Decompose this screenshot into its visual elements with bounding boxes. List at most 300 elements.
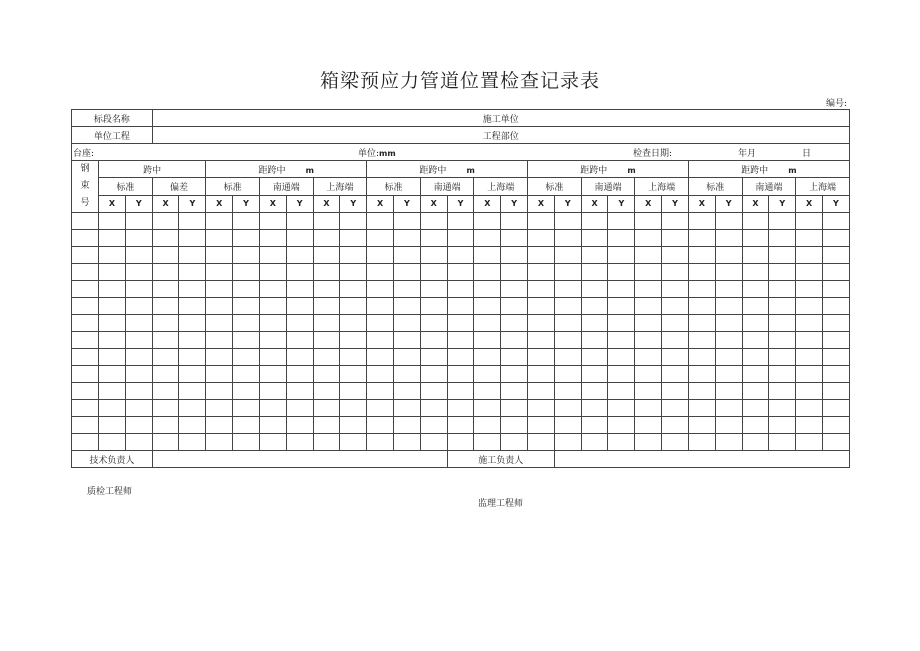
measurement-cell[interactable] — [501, 281, 528, 298]
measurement-cell[interactable] — [447, 349, 474, 366]
measurement-cell[interactable] — [340, 400, 367, 417]
measurement-cell[interactable] — [340, 417, 367, 434]
measurement-cell[interactable] — [796, 332, 823, 349]
measurement-cell[interactable] — [474, 332, 501, 349]
measurement-cell[interactable] — [125, 213, 152, 230]
measurement-cell[interactable] — [99, 417, 126, 434]
measurement-cell[interactable] — [447, 281, 474, 298]
measurement-cell[interactable] — [742, 315, 769, 332]
measurement-cell[interactable] — [99, 383, 126, 400]
measurement-cell[interactable] — [152, 332, 179, 349]
measurement-cell[interactable] — [259, 230, 286, 247]
measurement-cell[interactable] — [581, 264, 608, 281]
measurement-cell[interactable] — [99, 281, 126, 298]
measurement-cell[interactable] — [125, 366, 152, 383]
measurement-cell[interactable] — [313, 281, 340, 298]
measurement-cell[interactable] — [99, 298, 126, 315]
measurement-cell[interactable] — [501, 383, 528, 400]
measurement-cell[interactable] — [313, 247, 340, 264]
measurement-cell[interactable] — [206, 298, 233, 315]
measurement-cell[interactable] — [179, 230, 206, 247]
measurement-cell[interactable] — [286, 230, 313, 247]
tech-lead-signature-field[interactable] — [152, 451, 447, 468]
measurement-cell[interactable] — [152, 366, 179, 383]
measurement-cell[interactable] — [742, 281, 769, 298]
measurement-cell[interactable] — [393, 264, 420, 281]
measurement-cell[interactable] — [528, 230, 555, 247]
measurement-cell[interactable] — [393, 230, 420, 247]
measurement-cell[interactable] — [715, 264, 742, 281]
measurement-cell[interactable] — [742, 400, 769, 417]
measurement-cell[interactable] — [393, 400, 420, 417]
measurement-cell[interactable] — [152, 383, 179, 400]
measurement-cell[interactable] — [99, 349, 126, 366]
tendon-number-cell[interactable] — [72, 281, 99, 298]
measurement-cell[interactable] — [715, 281, 742, 298]
measurement-cell[interactable] — [367, 349, 394, 366]
measurement-cell[interactable] — [125, 383, 152, 400]
measurement-cell[interactable] — [206, 315, 233, 332]
measurement-cell[interactable] — [259, 349, 286, 366]
measurement-cell[interactable] — [125, 417, 152, 434]
measurement-cell[interactable] — [206, 383, 233, 400]
measurement-cell[interactable] — [286, 349, 313, 366]
measurement-cell[interactable] — [501, 349, 528, 366]
measurement-cell[interactable] — [769, 383, 796, 400]
measurement-cell[interactable] — [474, 298, 501, 315]
measurement-cell[interactable] — [474, 213, 501, 230]
measurement-cell[interactable] — [447, 298, 474, 315]
tendon-number-cell[interactable] — [72, 315, 99, 332]
measurement-cell[interactable] — [769, 332, 796, 349]
measurement-cell[interactable] — [742, 332, 769, 349]
measurement-cell[interactable] — [340, 298, 367, 315]
measurement-cell[interactable] — [152, 417, 179, 434]
measurement-cell[interactable] — [688, 298, 715, 315]
measurement-cell[interactable] — [206, 434, 233, 451]
measurement-cell[interactable] — [99, 230, 126, 247]
measurement-cell[interactable] — [286, 298, 313, 315]
measurement-cell[interactable] — [581, 281, 608, 298]
measurement-cell[interactable] — [286, 366, 313, 383]
measurement-cell[interactable] — [420, 366, 447, 383]
measurement-cell[interactable] — [688, 213, 715, 230]
measurement-cell[interactable] — [715, 332, 742, 349]
measurement-cell[interactable] — [635, 332, 662, 349]
measurement-cell[interactable] — [420, 400, 447, 417]
tendon-number-cell[interactable] — [72, 230, 99, 247]
measurement-cell[interactable] — [152, 400, 179, 417]
measurement-cell[interactable] — [822, 281, 849, 298]
measurement-cell[interactable] — [635, 434, 662, 451]
measurement-cell[interactable] — [474, 366, 501, 383]
measurement-cell[interactable] — [769, 366, 796, 383]
measurement-cell[interactable] — [259, 383, 286, 400]
measurement-cell[interactable] — [474, 315, 501, 332]
measurement-cell[interactable] — [635, 281, 662, 298]
measurement-cell[interactable] — [822, 213, 849, 230]
measurement-cell[interactable] — [796, 417, 823, 434]
measurement-cell[interactable] — [447, 366, 474, 383]
measurement-cell[interactable] — [528, 298, 555, 315]
measurement-cell[interactable] — [152, 247, 179, 264]
measurement-cell[interactable] — [635, 383, 662, 400]
measurement-cell[interactable] — [635, 315, 662, 332]
measurement-cell[interactable] — [501, 230, 528, 247]
measurement-cell[interactable] — [99, 213, 126, 230]
measurement-cell[interactable] — [447, 213, 474, 230]
measurement-cell[interactable] — [340, 366, 367, 383]
measurement-cell[interactable] — [125, 349, 152, 366]
measurement-cell[interactable] — [528, 417, 555, 434]
measurement-cell[interactable] — [608, 230, 635, 247]
measurement-cell[interactable] — [286, 383, 313, 400]
measurement-cell[interactable] — [99, 434, 126, 451]
measurement-cell[interactable] — [554, 247, 581, 264]
measurement-cell[interactable] — [179, 400, 206, 417]
measurement-cell[interactable] — [528, 264, 555, 281]
measurement-cell[interactable] — [688, 332, 715, 349]
measurement-cell[interactable] — [822, 366, 849, 383]
measurement-cell[interactable] — [796, 213, 823, 230]
tendon-number-cell[interactable] — [72, 332, 99, 349]
measurement-cell[interactable] — [286, 247, 313, 264]
measurement-cell[interactable] — [715, 230, 742, 247]
measurement-cell[interactable] — [179, 281, 206, 298]
measurement-cell[interactable] — [233, 213, 260, 230]
measurement-cell[interactable] — [796, 434, 823, 451]
measurement-cell[interactable] — [688, 281, 715, 298]
tendon-number-cell[interactable] — [72, 213, 99, 230]
measurement-cell[interactable] — [206, 332, 233, 349]
measurement-cell[interactable] — [393, 434, 420, 451]
measurement-cell[interactable] — [796, 366, 823, 383]
measurement-cell[interactable] — [447, 247, 474, 264]
measurement-cell[interactable] — [233, 230, 260, 247]
measurement-cell[interactable] — [367, 417, 394, 434]
measurement-cell[interactable] — [206, 281, 233, 298]
measurement-cell[interactable] — [393, 383, 420, 400]
measurement-cell[interactable] — [447, 400, 474, 417]
measurement-cell[interactable] — [796, 400, 823, 417]
measurement-cell[interactable] — [501, 315, 528, 332]
measurement-cell[interactable] — [528, 247, 555, 264]
measurement-cell[interactable] — [554, 332, 581, 349]
measurement-cell[interactable] — [152, 281, 179, 298]
measurement-cell[interactable] — [313, 434, 340, 451]
measurement-cell[interactable] — [554, 349, 581, 366]
measurement-cell[interactable] — [447, 315, 474, 332]
measurement-cell[interactable] — [367, 400, 394, 417]
measurement-cell[interactable] — [99, 247, 126, 264]
measurement-cell[interactable] — [608, 366, 635, 383]
measurement-cell[interactable] — [206, 247, 233, 264]
measurement-cell[interactable] — [635, 417, 662, 434]
measurement-cell[interactable] — [447, 383, 474, 400]
measurement-cell[interactable] — [206, 400, 233, 417]
measurement-cell[interactable] — [420, 298, 447, 315]
measurement-cell[interactable] — [608, 213, 635, 230]
measurement-cell[interactable] — [554, 366, 581, 383]
measurement-cell[interactable] — [152, 213, 179, 230]
measurement-cell[interactable] — [635, 264, 662, 281]
measurement-cell[interactable] — [501, 417, 528, 434]
measurement-cell[interactable] — [474, 349, 501, 366]
measurement-cell[interactable] — [233, 247, 260, 264]
measurement-cell[interactable] — [635, 400, 662, 417]
measurement-cell[interactable] — [822, 417, 849, 434]
measurement-cell[interactable] — [528, 383, 555, 400]
measurement-cell[interactable] — [662, 417, 689, 434]
measurement-cell[interactable] — [608, 417, 635, 434]
measurement-cell[interactable] — [179, 349, 206, 366]
measurement-cell[interactable] — [608, 281, 635, 298]
measurement-cell[interactable] — [420, 383, 447, 400]
measurement-cell[interactable] — [796, 315, 823, 332]
measurement-cell[interactable] — [393, 417, 420, 434]
measurement-cell[interactable] — [313, 366, 340, 383]
measurement-cell[interactable] — [554, 213, 581, 230]
measurement-cell[interactable] — [528, 366, 555, 383]
measurement-cell[interactable] — [474, 247, 501, 264]
measurement-cell[interactable] — [206, 349, 233, 366]
measurement-cell[interactable] — [581, 247, 608, 264]
measurement-cell[interactable] — [581, 434, 608, 451]
measurement-cell[interactable] — [688, 349, 715, 366]
measurement-cell[interactable] — [259, 298, 286, 315]
measurement-cell[interactable] — [474, 417, 501, 434]
measurement-cell[interactable] — [662, 281, 689, 298]
measurement-cell[interactable] — [393, 281, 420, 298]
measurement-cell[interactable] — [233, 417, 260, 434]
measurement-cell[interactable] — [420, 434, 447, 451]
measurement-cell[interactable] — [367, 213, 394, 230]
measurement-cell[interactable] — [179, 383, 206, 400]
measurement-cell[interactable] — [313, 349, 340, 366]
measurement-cell[interactable] — [313, 332, 340, 349]
measurement-cell[interactable] — [152, 230, 179, 247]
measurement-cell[interactable] — [715, 383, 742, 400]
measurement-cell[interactable] — [233, 383, 260, 400]
measurement-cell[interactable] — [662, 332, 689, 349]
measurement-cell[interactable] — [286, 434, 313, 451]
measurement-cell[interactable] — [233, 434, 260, 451]
measurement-cell[interactable] — [635, 230, 662, 247]
measurement-cell[interactable] — [769, 400, 796, 417]
measurement-cell[interactable] — [635, 298, 662, 315]
measurement-cell[interactable] — [420, 332, 447, 349]
measurement-cell[interactable] — [99, 332, 126, 349]
measurement-cell[interactable] — [420, 230, 447, 247]
measurement-cell[interactable] — [206, 417, 233, 434]
measurement-cell[interactable] — [581, 349, 608, 366]
measurement-cell[interactable] — [259, 264, 286, 281]
measurement-cell[interactable] — [152, 349, 179, 366]
measurement-cell[interactable] — [179, 434, 206, 451]
measurement-cell[interactable] — [581, 400, 608, 417]
measurement-cell[interactable] — [822, 230, 849, 247]
measurement-cell[interactable] — [715, 349, 742, 366]
measurement-cell[interactable] — [340, 434, 367, 451]
measurement-cell[interactable] — [420, 315, 447, 332]
measurement-cell[interactable] — [286, 315, 313, 332]
tendon-number-cell[interactable] — [72, 417, 99, 434]
measurement-cell[interactable] — [179, 213, 206, 230]
measurement-cell[interactable] — [233, 349, 260, 366]
measurement-cell[interactable] — [742, 383, 769, 400]
measurement-cell[interactable] — [769, 247, 796, 264]
measurement-cell[interactable] — [769, 315, 796, 332]
measurement-cell[interactable] — [581, 298, 608, 315]
measurement-cell[interactable] — [179, 417, 206, 434]
measurement-cell[interactable] — [742, 298, 769, 315]
measurement-cell[interactable] — [608, 434, 635, 451]
measurement-cell[interactable] — [662, 383, 689, 400]
measurement-cell[interactable] — [662, 434, 689, 451]
measurement-cell[interactable] — [313, 264, 340, 281]
measurement-cell[interactable] — [179, 366, 206, 383]
measurement-cell[interactable] — [769, 281, 796, 298]
measurement-cell[interactable] — [393, 366, 420, 383]
measurement-cell[interactable] — [393, 213, 420, 230]
measurement-cell[interactable] — [528, 400, 555, 417]
measurement-cell[interactable] — [688, 417, 715, 434]
measurement-cell[interactable] — [367, 366, 394, 383]
measurement-cell[interactable] — [501, 400, 528, 417]
measurement-cell[interactable] — [501, 434, 528, 451]
tendon-number-cell[interactable] — [72, 434, 99, 451]
measurement-cell[interactable] — [313, 417, 340, 434]
measurement-cell[interactable] — [581, 383, 608, 400]
measurement-cell[interactable] — [715, 213, 742, 230]
measurement-cell[interactable] — [662, 349, 689, 366]
measurement-cell[interactable] — [796, 383, 823, 400]
measurement-cell[interactable] — [608, 264, 635, 281]
measurement-cell[interactable] — [635, 349, 662, 366]
measurement-cell[interactable] — [393, 247, 420, 264]
measurement-cell[interactable] — [796, 264, 823, 281]
measurement-cell[interactable] — [822, 332, 849, 349]
measurement-cell[interactable] — [259, 434, 286, 451]
measurement-cell[interactable] — [206, 264, 233, 281]
measurement-cell[interactable] — [822, 400, 849, 417]
measurement-cell[interactable] — [688, 247, 715, 264]
measurement-cell[interactable] — [822, 264, 849, 281]
measurement-cell[interactable] — [367, 264, 394, 281]
measurement-cell[interactable] — [501, 366, 528, 383]
measurement-cell[interactable] — [393, 332, 420, 349]
measurement-cell[interactable] — [822, 247, 849, 264]
measurement-cell[interactable] — [125, 315, 152, 332]
measurement-cell[interactable] — [688, 366, 715, 383]
measurement-cell[interactable] — [742, 247, 769, 264]
measurement-cell[interactable] — [688, 264, 715, 281]
measurement-cell[interactable] — [608, 332, 635, 349]
measurement-cell[interactable] — [662, 315, 689, 332]
measurement-cell[interactable] — [662, 230, 689, 247]
measurement-cell[interactable] — [259, 400, 286, 417]
measurement-cell[interactable] — [259, 213, 286, 230]
measurement-cell[interactable] — [742, 264, 769, 281]
measurement-cell[interactable] — [259, 247, 286, 264]
measurement-cell[interactable] — [554, 230, 581, 247]
measurement-cell[interactable] — [742, 213, 769, 230]
measurement-cell[interactable] — [340, 315, 367, 332]
measurement-cell[interactable] — [152, 315, 179, 332]
measurement-cell[interactable] — [474, 400, 501, 417]
measurement-cell[interactable] — [474, 230, 501, 247]
measurement-cell[interactable] — [340, 264, 367, 281]
measurement-cell[interactable] — [822, 349, 849, 366]
measurement-cell[interactable] — [528, 213, 555, 230]
measurement-cell[interactable] — [796, 349, 823, 366]
measurement-cell[interactable] — [367, 332, 394, 349]
measurement-cell[interactable] — [581, 332, 608, 349]
measurement-cell[interactable] — [447, 434, 474, 451]
measurement-cell[interactable] — [313, 383, 340, 400]
measurement-cell[interactable] — [608, 247, 635, 264]
measurement-cell[interactable] — [286, 213, 313, 230]
measurement-cell[interactable] — [474, 434, 501, 451]
measurement-cell[interactable] — [688, 230, 715, 247]
measurement-cell[interactable] — [420, 213, 447, 230]
measurement-cell[interactable] — [286, 417, 313, 434]
measurement-cell[interactable] — [662, 247, 689, 264]
measurement-cell[interactable] — [474, 383, 501, 400]
measurement-cell[interactable] — [259, 332, 286, 349]
measurement-cell[interactable] — [233, 281, 260, 298]
measurement-cell[interactable] — [581, 230, 608, 247]
measurement-cell[interactable] — [313, 230, 340, 247]
measurement-cell[interactable] — [635, 366, 662, 383]
measurement-cell[interactable] — [420, 247, 447, 264]
measurement-cell[interactable] — [99, 315, 126, 332]
measurement-cell[interactable] — [99, 264, 126, 281]
measurement-cell[interactable] — [769, 213, 796, 230]
measurement-cell[interactable] — [742, 434, 769, 451]
measurement-cell[interactable] — [313, 213, 340, 230]
measurement-cell[interactable] — [125, 332, 152, 349]
tendon-number-cell[interactable] — [72, 247, 99, 264]
measurement-cell[interactable] — [393, 315, 420, 332]
measurement-cell[interactable] — [501, 247, 528, 264]
measurement-cell[interactable] — [662, 298, 689, 315]
measurement-cell[interactable] — [635, 213, 662, 230]
measurement-cell[interactable] — [313, 298, 340, 315]
measurement-cell[interactable] — [259, 281, 286, 298]
measurement-cell[interactable] — [769, 298, 796, 315]
measurement-cell[interactable] — [769, 230, 796, 247]
measurement-cell[interactable] — [528, 434, 555, 451]
measurement-cell[interactable] — [99, 400, 126, 417]
measurement-cell[interactable] — [554, 400, 581, 417]
measurement-cell[interactable] — [393, 349, 420, 366]
measurement-cell[interactable] — [99, 366, 126, 383]
measurement-cell[interactable] — [769, 264, 796, 281]
measurement-cell[interactable] — [742, 366, 769, 383]
tendon-number-cell[interactable] — [72, 366, 99, 383]
measurement-cell[interactable] — [367, 383, 394, 400]
tendon-number-cell[interactable] — [72, 264, 99, 281]
measurement-cell[interactable] — [554, 434, 581, 451]
measurement-cell[interactable] — [420, 281, 447, 298]
measurement-cell[interactable] — [393, 298, 420, 315]
measurement-cell[interactable] — [447, 332, 474, 349]
measurement-cell[interactable] — [822, 298, 849, 315]
measurement-cell[interactable] — [367, 434, 394, 451]
measurement-cell[interactable] — [554, 281, 581, 298]
measurement-cell[interactable] — [420, 264, 447, 281]
